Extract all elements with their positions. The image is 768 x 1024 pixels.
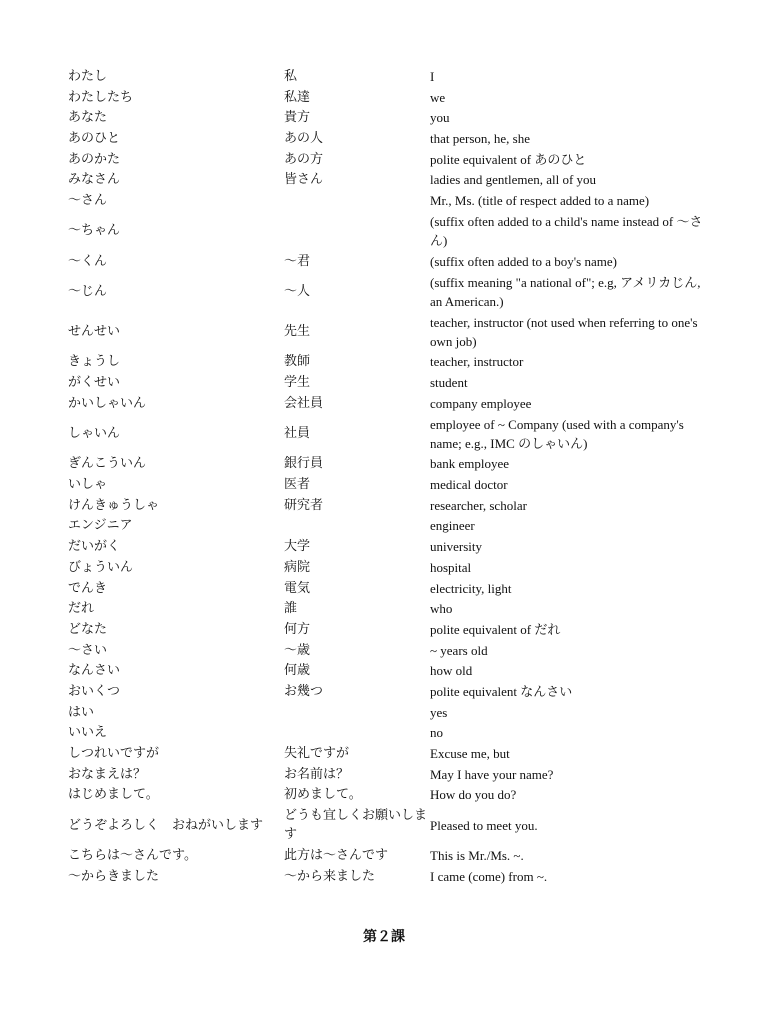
- vocab-row: [68, 495, 708, 516]
- vocab-row: [68, 272, 708, 312]
- vocab-row: [68, 723, 708, 744]
- kanji-cell: [284, 723, 430, 744]
- kana-cell: がくせい: [68, 375, 121, 391]
- kana-cell: おいくつ: [68, 683, 121, 699]
- english-cell: we: [430, 89, 446, 105]
- english-cell: teacher, instructor: [430, 354, 524, 370]
- kana-cell: でんき: [68, 580, 108, 596]
- english-cell: How do you do?: [430, 787, 517, 803]
- kanji-cell: [284, 516, 430, 537]
- english-cell: (suffix meaning "a national of"; e.g, アメリカじん, an American.): [430, 274, 701, 309]
- english-cell: ladies and gentlemen, all of you: [430, 172, 597, 188]
- lesson-title: 第２課: [363, 929, 405, 945]
- kana-cell: いいえ: [68, 725, 108, 741]
- kana-cell: きょうし: [68, 354, 121, 370]
- kana-cell: びょういん: [68, 559, 134, 575]
- kanji-cell: 失礼ですが: [284, 746, 350, 762]
- vocab-row: [68, 211, 708, 251]
- kanji-cell: お幾つ: [284, 683, 324, 699]
- kanji-cell: 先生: [284, 324, 311, 339]
- kanji-cell: あの方: [284, 151, 324, 167]
- english-cell: company employee: [430, 395, 532, 411]
- vocab-row: [68, 312, 708, 352]
- kana-cell: せんせい: [68, 324, 121, 339]
- english-cell: Mr., Ms. (title of respect added to a name): [430, 192, 650, 208]
- vocab-row: [68, 536, 708, 557]
- kanji-cell: 誰: [284, 601, 298, 617]
- kana-cell: あのひと: [68, 130, 121, 146]
- vocab-row: [68, 107, 708, 128]
- kanji-cell: [284, 702, 430, 723]
- kana-cell: だれ: [68, 601, 95, 617]
- kanji-cell: [284, 211, 430, 251]
- kana-cell: ぎんこういん: [68, 456, 147, 472]
- english-cell: university: [430, 539, 482, 555]
- english-cell: engineer: [430, 518, 475, 534]
- kanji-cell: 電気: [284, 580, 311, 596]
- vocab-row: [68, 640, 708, 661]
- kanji-cell: 私達: [284, 89, 311, 105]
- vocab-row: [68, 128, 708, 149]
- kana-cell: はい: [68, 704, 95, 720]
- kana-cell: エンジニア: [68, 518, 133, 534]
- english-cell: May I have your name?: [430, 766, 554, 782]
- kanji-cell: 初めまして。: [284, 787, 362, 803]
- kanji-cell: どうも宜しくお願いします: [284, 808, 428, 843]
- english-cell: no: [430, 725, 443, 741]
- english-cell: how old: [430, 663, 473, 679]
- kana-cell: こちらは～さんです。: [68, 848, 197, 864]
- english-cell: electricity, light: [430, 580, 512, 596]
- vocab-row: [68, 785, 708, 806]
- kanji-cell: 銀行員: [284, 456, 324, 472]
- english-cell: who: [430, 601, 453, 617]
- kana-cell: あのかた: [68, 151, 121, 167]
- kanji-cell: ～人: [284, 284, 311, 299]
- kanji-cell: 皆さん: [284, 172, 324, 188]
- kana-cell: ～さい: [68, 642, 108, 658]
- kana-cell: いしゃ: [68, 477, 108, 493]
- english-cell: you: [430, 110, 450, 126]
- kana-cell: ～さん: [68, 192, 108, 208]
- vocab-row: [68, 169, 708, 190]
- english-cell: student: [430, 375, 468, 391]
- kana-cell: どうぞよろしく おねがいします: [68, 817, 264, 833]
- vocab-row: [68, 702, 708, 723]
- kana-cell: わたしたち: [68, 89, 134, 105]
- kanji-cell: あの人: [284, 130, 324, 146]
- kanji-cell: 会社員: [284, 395, 324, 411]
- english-cell: hospital: [430, 559, 472, 575]
- english-cell: This is Mr./Ms. ~.: [430, 848, 524, 864]
- kanji-cell: お名前は？: [284, 766, 350, 782]
- vocab-row: [68, 474, 708, 495]
- kanji-cell: 研究者: [284, 497, 324, 513]
- kanji-cell: 何歳: [284, 663, 311, 679]
- vocab-row: [68, 681, 708, 702]
- vocab-row: [68, 598, 708, 619]
- kanji-cell: 貴方: [284, 110, 311, 126]
- vocab-row: [68, 372, 708, 393]
- kanji-cell: 私: [284, 68, 298, 84]
- english-cell: Excuse me, but: [430, 746, 510, 762]
- english-cell: polite equivalent of あのひと: [430, 151, 587, 167]
- kanji-cell: 大学: [284, 539, 311, 555]
- vocab-row: [68, 66, 708, 87]
- vocab-row: [68, 352, 708, 373]
- kanji-cell: [284, 190, 430, 211]
- vocab-row: [68, 454, 708, 475]
- kana-cell: おなまえは？: [68, 766, 147, 782]
- vocab-row: [68, 743, 708, 764]
- kana-cell: わたし: [68, 68, 108, 84]
- kana-cell: かいしゃいん: [68, 395, 147, 411]
- kana-cell: ～ちゃん: [68, 223, 121, 239]
- english-cell: yes: [430, 704, 448, 720]
- kana-cell: どなた: [68, 621, 108, 637]
- kanji-cell: ～君: [284, 253, 311, 269]
- english-cell: Pleased to meet you.: [430, 817, 538, 833]
- kanji-cell: 学生: [284, 375, 311, 391]
- english-cell: that person, he, she: [430, 130, 531, 146]
- vocabulary-table: [68, 66, 708, 887]
- vocab-row: [68, 251, 708, 272]
- english-cell: researcher, scholar: [430, 497, 527, 513]
- kana-cell: けんきゅうしゃ: [68, 497, 160, 513]
- vocab-row: [68, 619, 708, 640]
- kanji-cell: 何方: [284, 621, 311, 637]
- vocabulary-body: [68, 66, 708, 887]
- kanji-cell: 社員: [284, 426, 311, 442]
- english-cell: I came (come) from ~.: [430, 868, 548, 884]
- english-cell: medical doctor: [430, 477, 508, 493]
- kanji-cell: 病院: [284, 559, 311, 575]
- kanji-cell: ～から来ました: [284, 868, 376, 884]
- vocab-row: [68, 805, 708, 845]
- kana-cell: あなた: [68, 110, 108, 126]
- kanji-cell: 此方は～さんです: [284, 848, 389, 864]
- kana-cell: ～からきました: [68, 868, 160, 884]
- kana-cell: なんさい: [68, 663, 121, 679]
- kana-cell: しつれいですが: [68, 746, 160, 762]
- vocab-row: [68, 414, 708, 454]
- kana-cell: みなさん: [68, 172, 121, 188]
- english-cell: I: [430, 68, 435, 84]
- english-cell: bank employee: [430, 456, 510, 472]
- english-cell: polite equivalent なんさい: [430, 683, 573, 699]
- english-cell: employee of ~ Company (used with a company's name; e.g., IMC のしゃいん): [430, 416, 684, 451]
- vocab-row: [68, 660, 708, 681]
- english-cell: polite equivalent of だれ: [430, 621, 561, 637]
- kana-cell: ～じん: [68, 284, 108, 299]
- vocab-row: [68, 557, 708, 578]
- english-cell: (suffix often added to a child's name instead of ～さん): [430, 213, 703, 248]
- vocab-row: [68, 190, 708, 211]
- kana-cell: はじめまして。: [68, 787, 159, 803]
- kanji-cell: 医者: [284, 477, 311, 493]
- kanji-cell: 教師: [284, 354, 311, 370]
- kana-cell: しゃいん: [68, 426, 121, 442]
- english-cell: teacher, instructor (not used when referring to one's own job): [430, 314, 698, 349]
- vocab-row: [68, 866, 708, 887]
- vocab-row: [68, 516, 708, 537]
- kana-cell: ～くん: [68, 253, 108, 269]
- vocab-row: [68, 764, 708, 785]
- english-cell: (suffix often added to a boy's name): [430, 253, 617, 269]
- vocab-row: [68, 393, 708, 414]
- vocab-row: [68, 87, 708, 108]
- kana-cell: だいがく: [68, 539, 121, 555]
- vocab-row: [68, 845, 708, 866]
- vocab-row: [68, 578, 708, 599]
- kanji-cell: ～歳: [284, 642, 311, 658]
- vocab-row: [68, 149, 708, 170]
- english-cell: ~ years old: [430, 642, 488, 658]
